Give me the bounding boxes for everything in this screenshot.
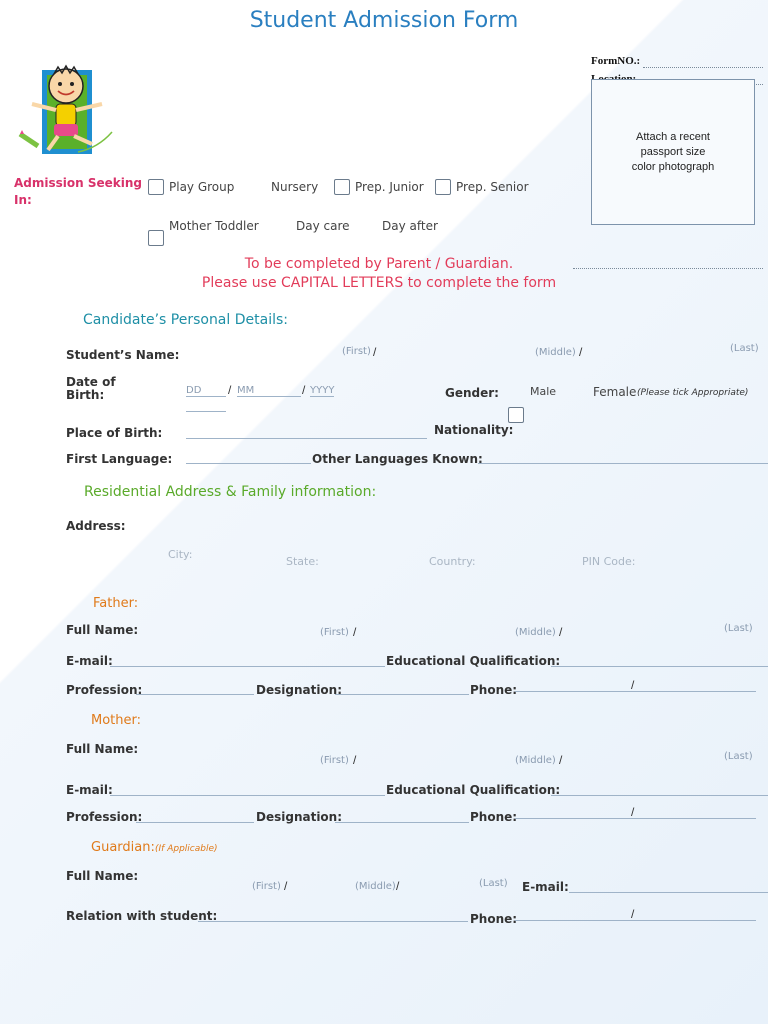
guardian-first-hint: (First) [252, 881, 281, 892]
father-email-label: E-mail: [66, 654, 113, 668]
form-no-label: FormNO.: [591, 55, 641, 67]
mother-full-name-label: Full Name: [66, 742, 139, 756]
guardian-phone-input[interactable] [515, 920, 756, 921]
country-label: Country: [429, 555, 476, 568]
dob-label-2: Birth: [66, 388, 105, 402]
dd-hint: DD [186, 385, 202, 396]
tick-note: (Please tick Appropriate) [637, 388, 749, 398]
address-label: Address: [66, 519, 126, 533]
father-profession-input[interactable] [136, 694, 254, 695]
guardian-if-applicable: (If Applicable) [155, 844, 218, 854]
first-hint: (First) [342, 346, 371, 357]
slash: / [559, 625, 563, 639]
father-edu-input[interactable] [551, 666, 768, 667]
other-languages-input[interactable] [478, 463, 768, 464]
slash: / [631, 907, 635, 921]
gender-label: Gender: [445, 386, 499, 400]
middle-hint: (Middle) [535, 347, 576, 358]
father-first-hint: (First) [320, 627, 349, 638]
address-heading: Residential Address & Family information: [84, 484, 377, 500]
guardian-phone-label: Phone: [470, 912, 518, 926]
mother-last-hint: (Last) [724, 751, 753, 762]
mother-designation-label: Designation: [256, 810, 343, 824]
mm-hint: MM [237, 385, 255, 396]
instruction-line-1: To be completed by Parent / Guardian. [244, 256, 514, 272]
slash: / [579, 345, 583, 359]
instruction-line-2: Please use CAPITAL LETTERS to complete the form [201, 275, 557, 291]
state-label: State: [286, 555, 319, 568]
mother-phone-label: Phone: [470, 810, 518, 824]
admission-seeking-label-2: In: [14, 193, 32, 207]
guardian-middle-hint: (Middle) [355, 881, 396, 892]
form-no-field[interactable] [643, 67, 763, 68]
guardian-full-name-label: Full Name: [66, 869, 139, 883]
mother-edu-label: Educational Qualification: [386, 783, 561, 797]
mother-edu-input[interactable] [551, 795, 768, 796]
father-heading: Father: [93, 596, 139, 611]
last-hint: (Last) [730, 343, 759, 354]
mother-profession-label: Profession: [66, 810, 143, 824]
dob-label: Date of [66, 375, 116, 389]
yyyy-hint: YYYY [310, 385, 335, 396]
day-care-option: Day care [296, 219, 350, 233]
nursery-option: Nursery [271, 180, 319, 194]
prep-senior-option: Prep. Senior [456, 180, 529, 194]
mother-toddler-option: Mother Toddler [169, 219, 259, 233]
guardian-email-label: E-mail: [522, 880, 569, 894]
father-last-hint: (Last) [724, 623, 753, 634]
slash: / [284, 879, 288, 893]
photo-instructions: Attach a recent passport size color photograph [631, 131, 715, 173]
place-of-birth-input[interactable] [186, 438, 427, 439]
dob-extra-line [186, 411, 226, 412]
relation-input[interactable] [198, 921, 468, 922]
dd-input[interactable] [186, 396, 226, 397]
photo-box[interactable] [591, 79, 755, 225]
slash: / [228, 383, 232, 397]
mother-phone-input[interactable] [515, 818, 756, 819]
slash: / [396, 879, 400, 893]
other-languages-label: Other Languages Known: [312, 452, 483, 466]
prep-junior-checkbox[interactable] [334, 179, 350, 195]
guardian-email-input[interactable] [569, 892, 768, 893]
first-language-input[interactable] [186, 463, 311, 464]
slash: / [559, 753, 563, 767]
slash: / [373, 345, 377, 359]
students-name-label: Student’s Name: [66, 348, 180, 362]
first-language-label: First Language: [66, 452, 173, 466]
mother-toddler-checkbox[interactable] [148, 230, 164, 246]
nationality-label: Nationality: [434, 423, 514, 437]
guardian-heading: Guardian: [91, 840, 155, 855]
father-full-name-label: Full Name: [66, 623, 139, 637]
father-middle-hint: (Middle) [515, 627, 556, 638]
play-group-option: Play Group [169, 180, 235, 194]
father-email-input[interactable] [110, 666, 385, 667]
prep-senior-checkbox[interactable] [435, 179, 451, 195]
yyyy-input[interactable] [310, 396, 334, 397]
city-label: City: [168, 548, 193, 561]
slash: / [631, 805, 635, 819]
prep-junior-option: Prep. Junior [355, 180, 424, 194]
day-after-option: Day after [382, 219, 438, 233]
slash: / [353, 753, 357, 767]
place-of-birth-label: Place of Birth: [66, 426, 163, 440]
students-name-input[interactable] [170, 364, 760, 365]
father-edu-label: Educational Qualification: [386, 654, 561, 668]
father-phone-input[interactable] [515, 691, 756, 692]
father-phone-label: Phone: [470, 683, 518, 697]
mother-email-input[interactable] [110, 795, 385, 796]
candidate-heading: Candidate’s Personal Details: [83, 312, 288, 328]
father-designation-input[interactable] [335, 694, 469, 695]
male-option: Male [530, 385, 557, 398]
play-group-checkbox[interactable] [148, 179, 164, 195]
slash: / [631, 678, 635, 692]
father-profession-label: Profession: [66, 683, 143, 697]
slash: / [353, 625, 357, 639]
mother-email-label: E-mail: [66, 783, 113, 797]
instruction-divider [573, 268, 763, 269]
kid-mascot-icon [18, 64, 118, 160]
mm-input[interactable] [237, 396, 301, 397]
relation-label: Relation with student: [66, 909, 218, 923]
page-title: Student Admission Form [249, 8, 519, 33]
male-checkbox[interactable] [508, 407, 524, 423]
admission-seeking-label: Admission Seeking [14, 176, 143, 190]
mother-designation-input[interactable] [335, 822, 469, 823]
mother-middle-hint: (Middle) [515, 755, 556, 766]
mother-first-hint: (First) [320, 755, 349, 766]
mother-heading: Mother: [91, 713, 142, 728]
mother-profession-input[interactable] [136, 822, 254, 823]
father-designation-label: Designation: [256, 683, 343, 697]
pin-code-label: PIN Code: [582, 555, 636, 568]
slash: / [302, 383, 306, 397]
female-option: Female [593, 385, 637, 399]
guardian-last-hint: (Last) [479, 878, 508, 889]
